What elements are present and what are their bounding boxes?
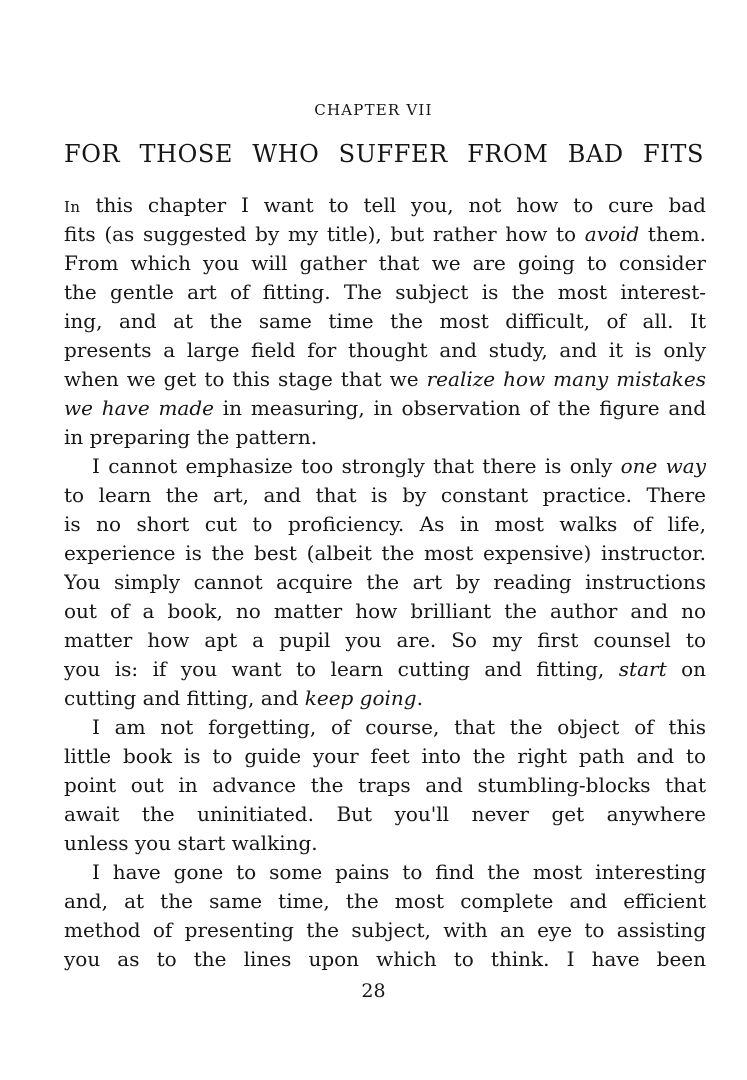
text-run: out of a book, no matter how brilliant the author and no: [64, 599, 706, 623]
text-run: in measuring, in observation of the figure and: [214, 396, 706, 420]
text-run: on: [666, 657, 706, 681]
text-line: [64, 887, 706, 916]
text-run: matter how apt a pupil you are. So my first counsel to: [64, 628, 706, 652]
text-line: [64, 394, 706, 423]
text-line: [64, 249, 706, 278]
text-line: [64, 858, 706, 887]
text-run: You simply cannot acquire the art by reading instructions: [64, 570, 706, 594]
text-run: when we get to this stage that we: [64, 367, 427, 391]
text-line: [64, 771, 706, 800]
title-word: FITS: [643, 140, 704, 168]
title-word: FOR: [64, 140, 121, 168]
text-line: [64, 597, 706, 626]
text-line: [64, 684, 706, 713]
text-line: [64, 916, 706, 945]
text-line: [64, 191, 706, 220]
text-run: await the uninitiated. But you'll never get anywhere: [64, 802, 706, 826]
text-line: [64, 278, 706, 307]
text-line: [64, 742, 706, 771]
page-number: 28: [361, 980, 386, 1002]
text-run: them.: [639, 222, 706, 246]
text-run: I am not forgetting, of course, that the object of this: [92, 715, 706, 739]
text-run: you is: if you want to learn cutting and fitting,: [64, 657, 619, 681]
text-run: fits (as suggested by my title), but rather how to: [64, 222, 585, 246]
text-line: [64, 510, 706, 539]
small-caps-text: In: [64, 198, 81, 216]
italic-text: realize how many mistakes: [426, 367, 706, 391]
title-word: FROM: [467, 140, 549, 168]
text-line: [64, 539, 706, 568]
text-line: [64, 307, 706, 336]
text-run: ing, and at the same time the most difficult, of all. It: [64, 309, 706, 333]
italic-text: we have made: [64, 396, 214, 420]
text-line: [64, 481, 706, 510]
body-text: [64, 191, 706, 974]
text-line: [64, 829, 706, 858]
text-line: [64, 452, 706, 481]
text-run: I have gone to some pains to find the most interesting: [92, 860, 706, 884]
italic-text: avoid: [584, 222, 640, 246]
italic-text: start: [618, 657, 667, 681]
text-run: .: [416, 686, 423, 710]
text-line: [64, 655, 706, 684]
title-word: THOSE: [139, 140, 234, 168]
title-word: WHO: [252, 140, 320, 168]
text-run: presents a large field for thought and study, and it is only: [64, 338, 706, 362]
text-run: experience is the best (albeit the most expensive) instructor.: [64, 541, 706, 565]
title-word: BAD: [567, 140, 624, 168]
text-run: in preparing the pattern.: [64, 425, 318, 449]
chapter-label: CHAPTER VII: [314, 101, 433, 119]
text-run: cutting and fitting, and: [64, 686, 305, 710]
text-line: [64, 336, 706, 365]
text-run: is no short cut to proficiency. As in most walks of life,: [64, 512, 706, 536]
italic-text: keep going: [304, 686, 417, 710]
italic-text: one way: [620, 454, 706, 478]
text-line: [64, 945, 706, 974]
text-line: [64, 713, 706, 742]
text-run: From which you will gather that we are going to consider: [64, 251, 706, 275]
text-line: [64, 365, 706, 394]
text-run: you as to the lines upon which to think. I have been: [64, 947, 706, 971]
text-run: I cannot emphasize too strongly that there is only: [92, 454, 621, 478]
text-line: [64, 423, 706, 452]
text-line: [64, 800, 706, 829]
text-run: this chapter I want to tell you, not how to cure bad: [80, 193, 706, 217]
text-line: [64, 568, 706, 597]
text-line: [64, 220, 706, 249]
text-run: to learn the art, and that is by constant practice. There: [64, 483, 706, 507]
text-run: method of presenting the subject, with an eye to assisting: [64, 918, 706, 942]
text-run: unless you start walking.: [64, 831, 318, 855]
text-run: point out in advance the traps and stumbling-blocks that: [64, 773, 706, 797]
text-run: little book is to guide your feet into the right path and to: [64, 744, 706, 768]
text-line: [64, 626, 706, 655]
title-word: SUFFER: [338, 140, 448, 168]
chapter-title: [64, 140, 704, 168]
text-run: and, at the same time, the most complete and efficient: [64, 889, 706, 913]
text-run: the gentle art of fitting. The subject is the most interest-: [64, 280, 706, 304]
